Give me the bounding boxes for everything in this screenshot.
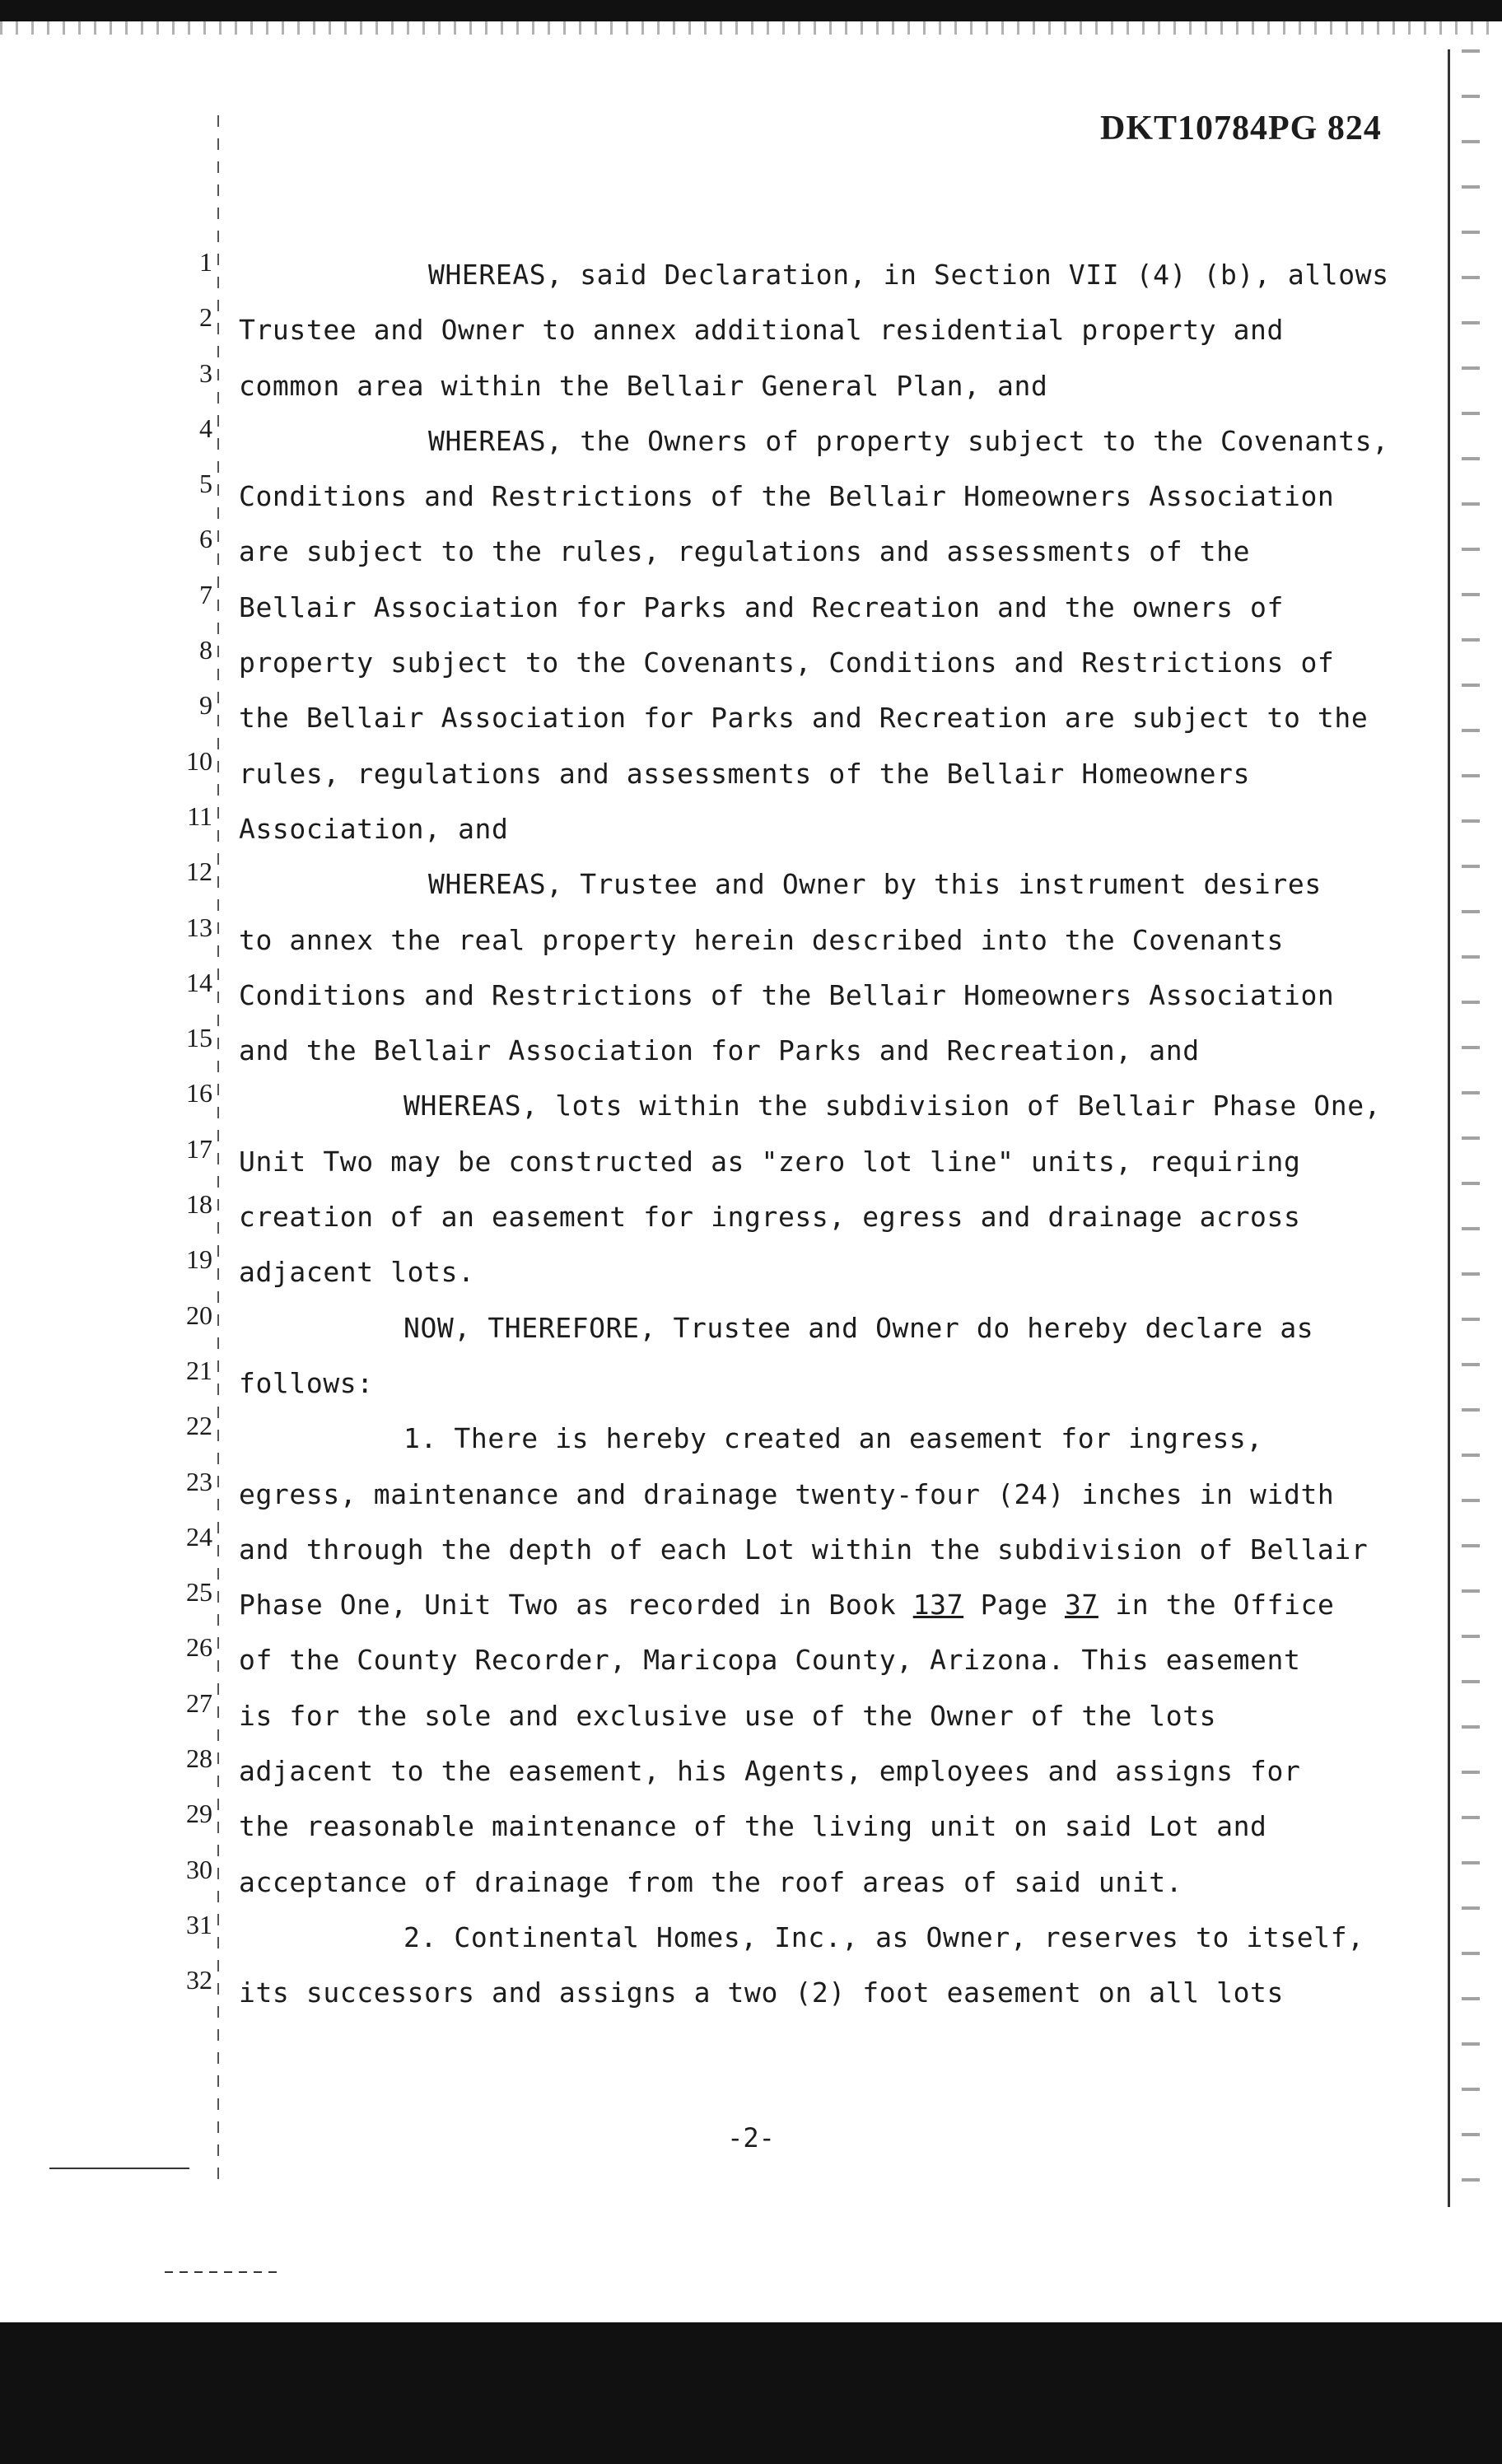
line-number: 24: [186, 1521, 212, 1552]
text-line: 2. Continental Homes, Inc., as Owner, reserves to itself,: [403, 1920, 1364, 1953]
line-number: 22: [186, 1411, 212, 1441]
text-line: rules, regulations and assessments of the Bellair Homeowners: [239, 757, 1251, 790]
text-line: and through the depth of each Lot within the subdivision of Bellair: [239, 1533, 1369, 1566]
text-line: Trustee and Owner to annex additional residential property and: [239, 314, 1284, 347]
line-number: 19: [186, 1244, 212, 1275]
text-line: WHEREAS, said Declaration, in Section VII (4) (b), allows: [428, 259, 1389, 291]
text-line: the Bellair Association for Parks and Recreation are subject to the: [239, 702, 1369, 735]
line-number: 13: [186, 912, 212, 942]
text-line: WHEREAS, lots within the subdivision of Bellair Phase One,: [403, 1090, 1382, 1122]
line-number: 26: [186, 1632, 212, 1663]
document-body: [239, 247, 1441, 2021]
text-segment: Page: [963, 1589, 1065, 1622]
line-number: 21: [186, 1355, 212, 1385]
text-line: adjacent lots.: [239, 1256, 475, 1289]
book-number: 137: [912, 1589, 964, 1622]
line-number: 3: [199, 357, 212, 388]
line-number: 11: [187, 800, 212, 831]
text-line: egress, maintenance and drainage twenty-four (24) inches in width: [239, 1477, 1335, 1510]
text-line: 1. There is hereby created an easement for ingress,: [403, 1422, 1263, 1455]
text-line: acceptance of drainage from the roof areas of said unit.: [239, 1865, 1183, 1898]
scan-noise-top: [0, 21, 1502, 35]
line-number: 28: [186, 1743, 212, 1774]
text-line: creation of an easement for ingress, egress and drainage across: [239, 1201, 1301, 1234]
text-line: is for the sole and exclusive use of the Owner of the lots: [239, 1699, 1217, 1732]
text-line: Association, and: [239, 812, 509, 845]
bottom-dash: [165, 2271, 280, 2273]
line-number: 31: [186, 1909, 212, 1939]
text-line: Bellair Association for Parks and Recreation and the owners of: [239, 590, 1284, 623]
line-number: 15: [186, 1023, 212, 1053]
text-line: its successors and assigns a two (2) foot easement on all lots: [239, 1976, 1284, 2009]
line-number: 9: [199, 690, 212, 721]
text-line: the reasonable maintenance of the living unit on said Lot and: [239, 1810, 1267, 1843]
line-number: 27: [186, 1687, 212, 1718]
line-number: 29: [186, 1799, 212, 1829]
text-segment: in the Office: [1098, 1589, 1335, 1622]
text-line: of the County Recorder, Maricopa County, Arizona. This easement: [239, 1644, 1301, 1677]
text-line-book-page: [239, 1577, 1441, 1632]
line-number: 32: [186, 1965, 212, 1995]
line-number: 2: [199, 302, 212, 333]
line-number: 8: [199, 635, 212, 665]
text-line: WHEREAS, the Owners of property subject to the Covenants,: [428, 424, 1389, 457]
text-line: NOW, THEREFORE, Trustee and Owner do hereby declare as: [403, 1311, 1314, 1344]
recording-reference: DKT10784PG 824: [1100, 110, 1382, 147]
text-line: and the Bellair Association for Parks and Recreation, and: [239, 1034, 1200, 1067]
text-line: Conditions and Restrictions of the Bellair Homeowners Association: [239, 480, 1335, 513]
scan-top-edge: [0, 0, 1502, 21]
left-margin-rule: [217, 115, 219, 2191]
text-line: property subject to the Covenants, Conditions and Restrictions of: [239, 646, 1335, 679]
line-number: 7: [199, 579, 212, 609]
line-number: 30: [186, 1854, 212, 1884]
line-number: 4: [199, 413, 212, 443]
line-number: 14: [186, 967, 212, 997]
line-number: 20: [186, 1300, 212, 1330]
line-number: 5: [199, 469, 212, 499]
text-line: adjacent to the easement, his Agents, employees and assigns for: [239, 1755, 1301, 1788]
text-line: Conditions and Restrictions of the Bellair Homeowners Association: [239, 978, 1335, 1011]
line-number: 10: [186, 745, 212, 776]
text-line: common area within the Bellair General Plan, and: [239, 369, 1048, 402]
text-line: WHEREAS, Trustee and Owner by this instrument desires: [428, 868, 1322, 901]
line-number: 6: [199, 524, 212, 554]
line-number: 23: [186, 1466, 212, 1496]
line-number: 17: [186, 1133, 212, 1164]
right-margin-rule: [1448, 49, 1450, 2207]
page-ref-number: 37: [1064, 1589, 1099, 1622]
left-margin-line: [49, 2168, 189, 2169]
text-line: Unit Two may be constructed as "zero lot line" units, requiring: [239, 1145, 1301, 1178]
line-number: 1: [199, 247, 212, 277]
text-line: are subject to the rules, regulations and assessments of the: [239, 535, 1251, 568]
right-margin-ticks: [1462, 49, 1480, 2207]
line-numbers: [165, 247, 212, 2021]
scan-bottom-edge: [0, 2322, 1502, 2464]
line-number: 16: [186, 1078, 212, 1108]
text-line: to annex the real property herein described into the Covenants: [239, 923, 1284, 956]
text-segment: Phase One, Unit Two as recorded in Book: [239, 1589, 913, 1622]
page-number: -2-: [727, 2122, 775, 2154]
line-number: 12: [186, 856, 212, 887]
line-number: 25: [186, 1577, 212, 1608]
text-line: follows:: [239, 1366, 374, 1399]
line-number: 18: [186, 1189, 212, 1220]
